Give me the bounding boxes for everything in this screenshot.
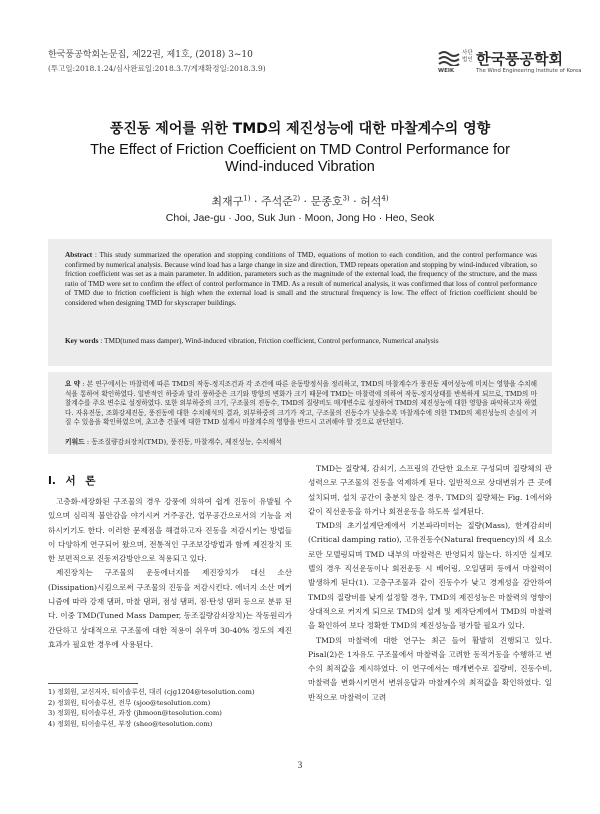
- paragraph: TMD는 질량체, 감쇠기, 스프링의 간단한 요소로 구성되며 질량체의 관성력으로 구조물의 진동을 억제하게 된다. 일반적으로 상대변위가 큰 곳에 설치되며, 설치 공간이 충분치 않은 경우, TMD의 질량체는 Fig. 1에서와 같이 직선운동을 하거나 회전운동을 하도록 설계된다.: [308, 464, 552, 516]
- keywords-label: Key words: [65, 336, 99, 345]
- paragraph: TMD의 초기설계단계에서 기본파라미터는 질량(Mass), 한계감쇠비(Critical damping ratio), 고유진동수(Natural frequency)의 세 요소로만 모델링되며 TMD 내부의 마찰력은 반영되지 않는다. 하지만 실제모델의 경우 직선운동이나 회전운동 시 베어링, 오일댐퍼 등에서 마찰력이 발생하게 된다(1). 고층구조물과 같이 진동수가 낮고 경계성을 감안하여 TMD의 질량비를 낮게 설정할 경우, TMD의 제진성능은 마찰력의 영향이 상대적으로 커지게 되므로 TMD의 설계 및 제작단계에서 TMD의 마찰력을 확인하여 보다 정확한 TMD의 제진성능을 평가할 필요가 있다.: [308, 521, 552, 631]
- english-abstract: [65, 250, 537, 308]
- korean-keywords-text: : 동조질량감쇠장치(TMD), 풍진동, 마찰계수, 제진성능, 수치해석: [86, 438, 282, 446]
- page-number: 3: [297, 760, 303, 770]
- korean-keywords: [65, 436, 537, 446]
- footnote: 4) 정회원, 티이솔루션, 부장 (sheo@tesolution.com): [48, 719, 213, 728]
- footnotes: [48, 687, 298, 729]
- society-name-english: The Wind Engineering Institute of Korea: [476, 68, 582, 74]
- authors-english: Choi, Jae-gu · Joo, Suk Jun · Moon, Jong Ho · Heo, Seok: [165, 212, 435, 224]
- keywords-text: : TMD(tuned mass damper), Wind-induced vibration, Friction coefficient, Control performance, Numerical analysis: [100, 336, 439, 345]
- logo-abbrev: WEIK: [438, 68, 455, 74]
- submission-dates: (투고일:2018.1.24/심사완료일:2018.3.7/게재확정일:2018.3.9): [48, 64, 266, 73]
- paragraph: 고층화·세장화된 구조물의 경우 강풍에 의하여 쉽게 진동이 유발될 수 있으며 심리적 불안감을 야기시켜 거주공간, 업무공간으로서의 기능을 저하시키기도 한다. 이러한 문제점을 해결하고자 진동을 저감시키는 방법들이 다양하게 연구되어 왔으며, 전통적인 구조보강방법과 함께 제진장치 또한 보편적으로 진동저감방안으로 적용되고 있다.: [48, 497, 292, 564]
- korean-abstract: [65, 380, 537, 428]
- society-logo: [438, 48, 582, 78]
- authors-korean: 최재구$^{1)}$ · 주석준$^{2)}$ · 문종호$^{3)}$ · 허석$^{4)}$: [211, 194, 389, 208]
- author-name: 최재구: [211, 195, 244, 208]
- paragraph: TMD의 마찰력에 대한 연구는 최근 들어 활발히 진행되고 있다. Pisal(2)은 1자유도 구조물에서 마찰력을 고려한 동적거동을 수행하고 변수의 최적값을 제시하였다. 이 연구에서는 매개변수로 질량비, 진동수비, 마찰력을 변화시키면서 변위응답과 마찰계수의 최적값을 확인하였다. 일반적으로 마찰력이 고려: [308, 635, 552, 702]
- paragraph: 제진장치는 구조물의 운동에너지를 제진장치가 대신 소산(Dissipation)시킴으로써 구조물의 진동을 저감시킨다. 에너지 소산 메커니즘에 따라 강재 댐퍼, 마찰 댐퍼, 점성 댐퍼, 점·탄성 댐퍼 등으로 분류 된다. 이중 TMD(Tuned Mass Damper, 동조질량감쇠장치)는 작동원리가 간단하고 상대적으로 구조물에 대한 적용이 쉬우며 30-40% 정도의 제진효과가 필요한 경우에 사용된다.: [48, 568, 293, 649]
- section-heading: I. 서 론: [48, 475, 96, 487]
- korean-abstract-text: : 본 연구에서는 마찰력에 따른 TMD의 작동-정지조건과 각 조건에 따른 운동방정식을 정리하고, TMD의 마찰계수가 풍진동 제어성능에 미치는 영향을 수치해석을 통하여 확인하였다. 일반적인 하중과 달리 풍하중은 크기와 방향의 변화가 크기 때문에 TMD는 마찰력에 의하여 작동-정지상태를 반복하게 되므로, TMD의 마찰계수를 주요 변수로 설정하였다. 또한 외부하중의 크기, 구조물의 진동수, TMD의 질량비도 매개변수로 설정하여 TMD의 제진성능에 대한 영향을 파악하고자 하였다. 자유진동, 조화강제진동, 풍진동에 대한 수치해석의 결과, 외부하중의 크기가 작고, 구조물의 진동수가 낮을수록 마찰계수에 의한 TMD의 제진성능의 손실이 커질 수 있음을 확인하였으며, 초고층 건물에 대한 TMD 설계시 마찰계수의 영향을 반드시 고려해야 할 것으로 판단된다.: [65, 380, 538, 427]
- footnote: 3) 정회원, 티이솔루션, 과장 (jhmoon@tesolution.com): [48, 709, 222, 717]
- logo-mark-icon: [438, 50, 460, 66]
- footnote: 1) 정회원, 교신저자, 티이솔루션, 대리 (cjg1204@tesolution.com): [48, 688, 255, 696]
- korean-abstract-label: 요 약: [65, 380, 81, 388]
- english-keywords: [65, 336, 537, 345]
- author-name: 주석준: [260, 195, 293, 208]
- korean-keywords-label: 키워드: [65, 438, 85, 446]
- abstract-text: : This study summarized the operation and stopping conditions of TMD, equations of motion to each condition, and the control performance was confirmed by numerical analysis. Because wind load has a large change in size and direction, TMD repeats operation and stopping by wind-induced vibration, so friction coefficient was set as a main parameter. In addition, parameters such as the magnitude of the external load, the frequency of the structure, and the mass ratio of TMD were set to confirm the effect of control performance in TMD. As a result of numerical analysis, it was confirmed that loss of control performance of TMD due to friction coefficient is high when the external load is small and the structural frequency is low. The effect of friction coefficient should be considered when designing TMD for skyscraper buildings.: [65, 250, 537, 307]
- footnote-divider: [48, 683, 138, 684]
- author-affiliation-mark: 3): [342, 194, 350, 203]
- author-affiliation-mark: 2): [292, 194, 301, 203]
- journal-citation: 한국풍공학회논문집, 제22권, 제1호, (2018) 3~10: [48, 50, 253, 60]
- paper-title-english: The Effect of Friction Coefficient on TMD Control Performance for Wind-induced Vibration: [90, 142, 510, 175]
- society-name: 한국풍공학회: [476, 50, 563, 68]
- left-column: [48, 495, 292, 652]
- abstract-label: Abstract: [65, 250, 93, 259]
- journal-header: [48, 49, 266, 75]
- author-affiliation-mark: 1): [243, 194, 251, 203]
- logo-small-text: 사단 법인: [462, 50, 473, 63]
- footnote: 2) 정회원, 티이솔루션, 전무 (sjoo@tesolution.com): [48, 698, 211, 707]
- author-name: 허석: [360, 195, 382, 208]
- author-affiliation-mark: 4): [381, 194, 389, 203]
- author-name: 문종호: [310, 195, 343, 208]
- right-column: [308, 462, 552, 705]
- paper-title-korean: 풍진동 제어를 위한 TMD의 제진성능에 대한 마찰계수의 영향: [109, 121, 491, 137]
